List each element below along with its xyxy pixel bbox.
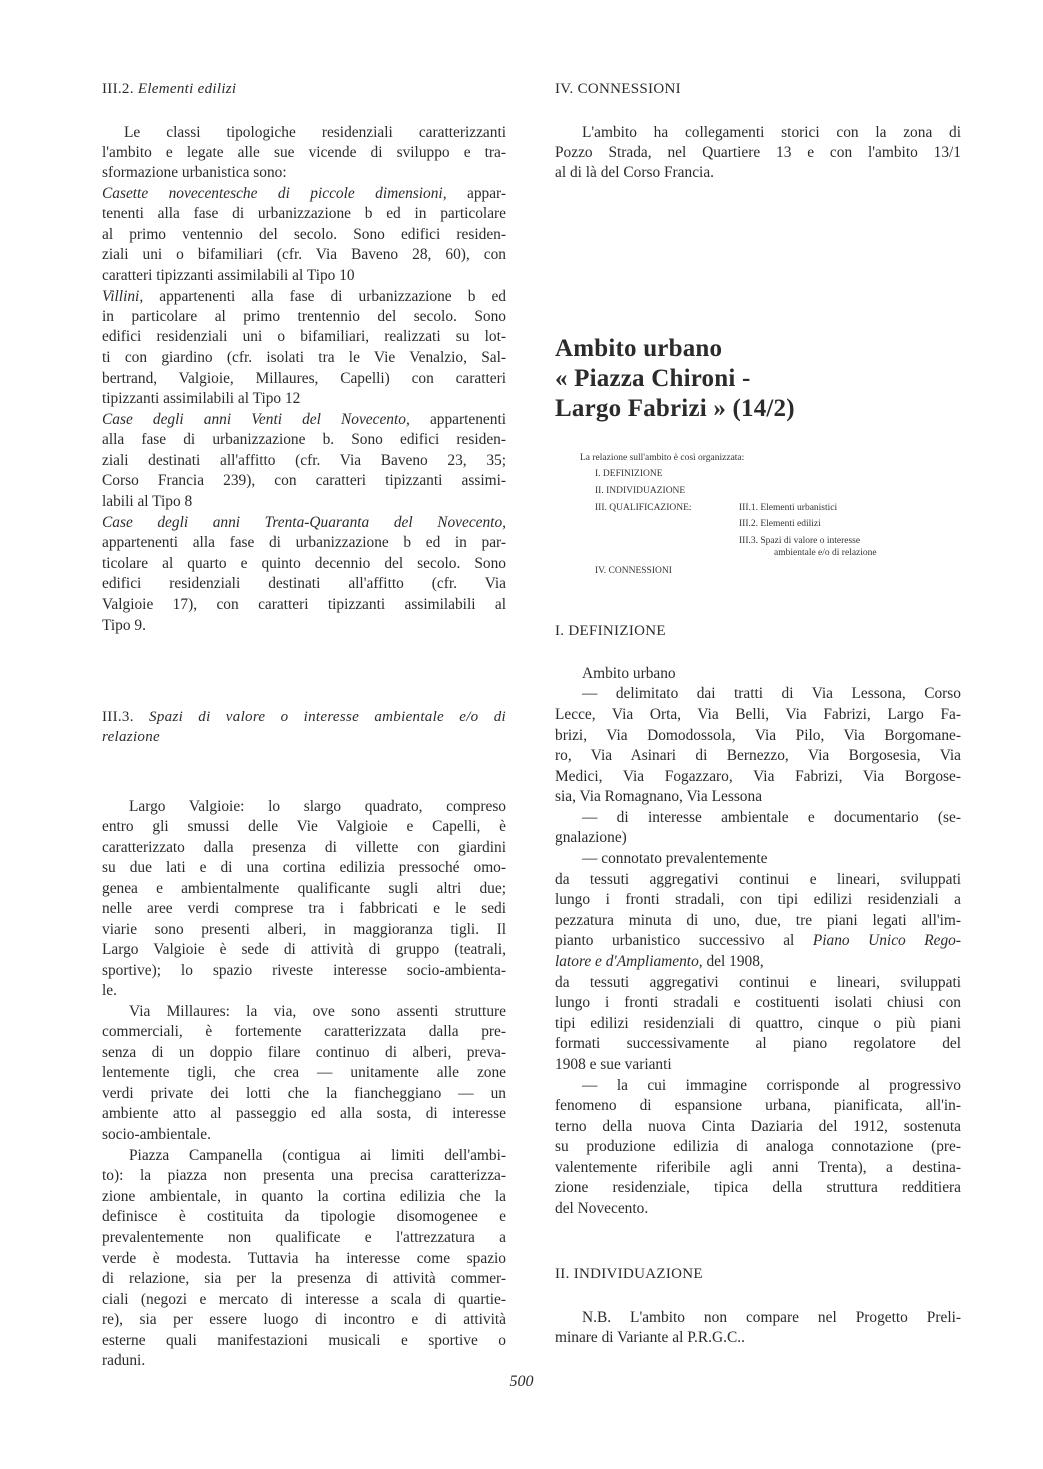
heading-elementi-edilizi: III.2. Elementi edilizi — [102, 81, 237, 97]
heading-definizione: I. DEFINIZIONE — [555, 623, 666, 639]
connotato-line: — connotato prevalentemente — [582, 850, 768, 867]
heading-connessioni: IV. CONNESSIONI — [555, 81, 681, 97]
definizione-ambito: Ambito urbano — [582, 665, 676, 682]
page-number: 500 — [509, 1373, 534, 1390]
heading-individuazione: II. INDIVIDUAZIONE — [555, 1266, 703, 1282]
